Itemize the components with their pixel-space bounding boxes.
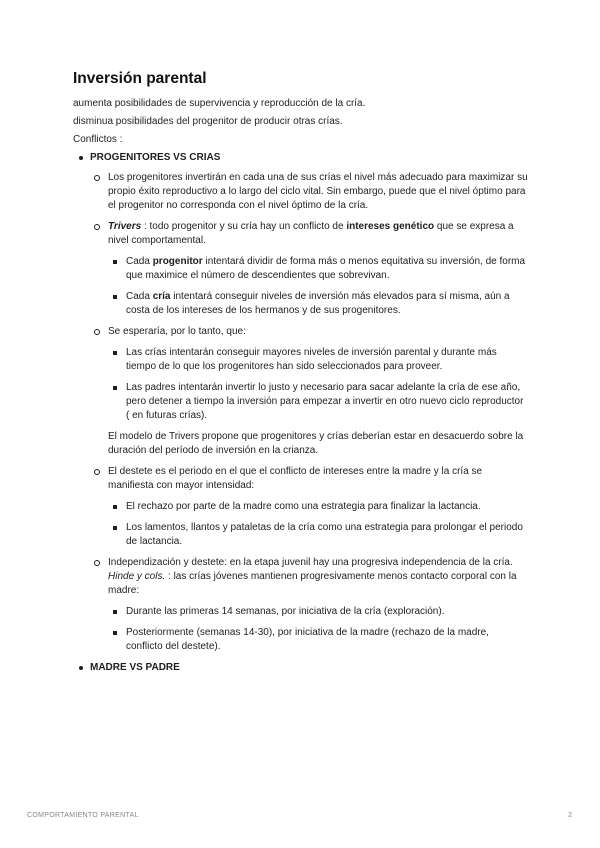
item-text: Las padres intentarán invertir lo justo y necesario para sacar adelante la cría de ese año, pero detener a tiempo la inversión para empezar a invertir en otro nuevo ciclo reproductor ( en futuras crías). xyxy=(126,382,524,421)
item-text: Independización y destete: en la etapa juvenil hay una progresiva independencia de la cría. xyxy=(108,557,513,568)
item-text: Los progenitores invertirán en cada una de sus crías el nivel más adecuado para maximizar su propio éxito reproductivo a lo largo del ciclo vital. Sin embargo, puede que el nivel óptimo para el progenitor no corresponda con el nivel óptimo de la cría. xyxy=(108,172,528,211)
intro-line-1: aumenta posibilidades de supervivencia y reproducción de la cría. xyxy=(73,98,366,109)
item-text: Las crías intentarán conseguir mayores niveles de inversión parental y durante más tiempo de lo que los progenitores han sido seleccionados para proveer. xyxy=(126,347,497,372)
bold-term: intereses genético xyxy=(346,221,435,232)
section-progenitores-vs-crias xyxy=(73,151,528,654)
section-heading: PROGENITORES VS CRIAS xyxy=(90,152,221,163)
list-item xyxy=(108,500,528,514)
item-text: intentará conseguir niveles de inversión más elevados para sí misma, aún a costa de los intereses de los hermanos y de sus progenitores. xyxy=(126,291,510,316)
section-madre-vs-padre xyxy=(73,661,528,675)
item-text: Posteriormente (semanas 14-30), por iniciativa de la madre (rechazo de la madre, conflicto del destete). xyxy=(126,627,489,652)
item-text: Se esperaría, por lo tanto, que: xyxy=(108,326,246,337)
list-item xyxy=(108,255,528,283)
intro-line-2: disminua posibilidades del progenitor de producir otras crías. xyxy=(73,116,343,127)
item-text: El rechazo por parte de la madre como una estrategia para finalizar la lactancia. xyxy=(126,501,481,512)
sub-sub-list xyxy=(108,255,528,318)
item-text: Cada xyxy=(126,291,153,302)
bold-term: cría xyxy=(152,291,171,302)
list-item xyxy=(90,556,528,654)
sub-sub-list xyxy=(108,500,528,549)
document-body xyxy=(73,70,528,681)
list-item xyxy=(108,626,528,654)
bold-term: progenitor xyxy=(152,256,203,267)
sub-sub-list xyxy=(108,346,528,423)
section-heading: MADRE VS PADRE xyxy=(90,662,180,673)
sub-sub-list xyxy=(108,605,528,654)
list-item xyxy=(90,171,528,213)
page-title: Inversión parental xyxy=(73,70,207,87)
item-text: Cada xyxy=(126,256,153,267)
item-text: Los lamentos, llantos y pataletas de la cría como una estrategia para prolongar el periodo de lactancia. xyxy=(126,522,523,547)
item-text: que se expresa a nivel comportamental. xyxy=(108,221,514,246)
author-name: Trivers xyxy=(108,221,142,232)
item-text: : todo progenitor y su cría hay un conflicto de xyxy=(141,221,347,232)
list-item xyxy=(108,346,528,374)
item-text: Durante las primeras 14 semanas, por iniciativa de la cría (exploración). xyxy=(126,606,445,617)
footer-title: COMPORTAMIENTO PARENTAL xyxy=(27,812,139,819)
list-item xyxy=(90,465,528,549)
sub-list xyxy=(90,171,528,654)
list-item xyxy=(108,521,528,549)
list-item xyxy=(90,325,528,458)
list-item xyxy=(108,605,528,619)
item-text: : las crías jóvenes mantienen progresivamente menos contacto corporal con la madre: xyxy=(108,571,517,596)
page-number: 2 xyxy=(568,812,572,819)
main-list xyxy=(73,151,528,675)
item-text: intentará dividir de forma más o menos equitativa su inversión, de forma que maximice el número de descendientes que sobrevivan. xyxy=(126,256,526,281)
list-item xyxy=(90,220,528,318)
list-item xyxy=(108,381,528,423)
list-item xyxy=(108,290,528,318)
item-text: El destete es el periodo en el que el conflicto de intereses entre la madre y la cría se manifiesta con mayor intensidad: xyxy=(108,466,483,491)
intro-line-3: Conflictos : xyxy=(73,134,123,145)
note-paragraph: El modelo de Trivers propone que progenitores y crías deberían estar en desacuerdo sobre la duración del período de inversión en la crianza. xyxy=(108,431,524,456)
author-name: Hinde y cols. xyxy=(108,571,166,582)
